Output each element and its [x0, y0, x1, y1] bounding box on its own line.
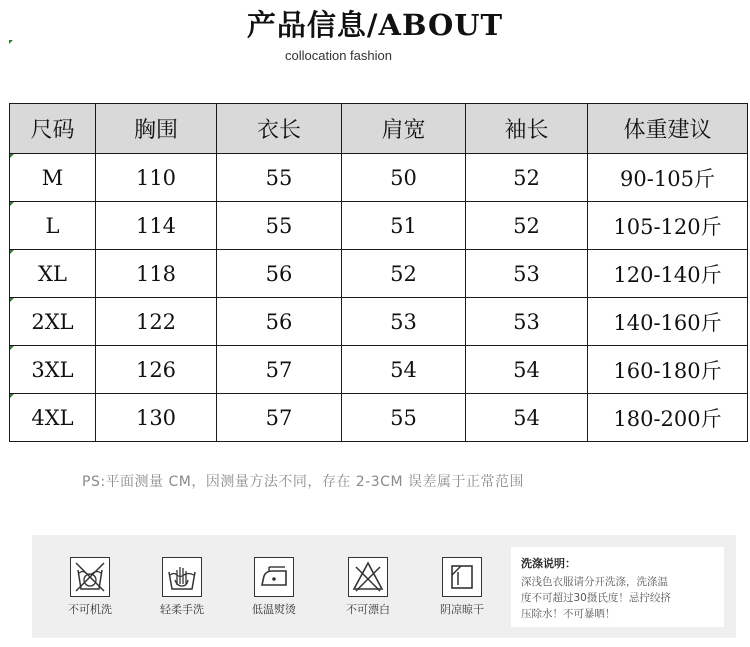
table-row	[10, 250, 748, 298]
care-item	[422, 557, 502, 617]
wash-instructions-title: 洗涤说明：	[521, 557, 576, 570]
measurement-note: PS:平面测量 CM，因测量方法不同，存在 2-3CM 误差属于正常范围	[82, 474, 524, 490]
care-label: 低温熨烫	[252, 603, 296, 616]
care-label: 不可漂白	[346, 603, 390, 616]
shade-dry-icon	[442, 557, 482, 597]
column-header-weight: 体重建议	[588, 104, 748, 154]
table-row	[10, 202, 748, 250]
table-cell: 180-200斤	[588, 394, 748, 442]
table-cell: 3XL	[10, 346, 96, 394]
table-cell: 114	[96, 202, 217, 250]
table-cell: 56	[217, 298, 342, 346]
care-label: 轻柔手洗	[160, 603, 204, 616]
table-cell: 52	[466, 202, 588, 250]
wash-instructions-line: 深浅色衣服请分开洗涤，洗涤温	[521, 576, 668, 588]
column-header-size: 尺码	[10, 104, 96, 154]
table-cell: 120-140斤	[588, 250, 748, 298]
care-item	[328, 557, 408, 617]
table-cell: 53	[466, 298, 588, 346]
page-title: 产品信息/ABOUT	[246, 8, 504, 42]
table-cell: 55	[342, 394, 466, 442]
row-corner-mark	[10, 394, 14, 398]
table-cell: 50	[342, 154, 466, 202]
table-cell: 118	[96, 250, 217, 298]
care-label: 阴凉晾干	[440, 603, 484, 616]
care-label: 不可机洗	[68, 603, 112, 616]
wash-instructions-line: 压除水！不可暴晒！	[521, 608, 616, 620]
column-header-shoulder: 肩宽	[342, 104, 466, 154]
wash-instructions-line: 度不可超过30摄氏度！忌拧绞挤	[521, 592, 671, 604]
care-item	[142, 557, 222, 617]
row-corner-mark	[10, 154, 14, 158]
row-corner-mark	[10, 298, 14, 302]
table-cell: M	[10, 154, 96, 202]
table-cell: 110	[96, 154, 217, 202]
care-item	[234, 557, 314, 617]
table-row	[10, 298, 748, 346]
column-header-sleeve: 袖长	[466, 104, 588, 154]
column-header-chest: 胸围	[96, 104, 217, 154]
page-subtitle: collocation fashion	[285, 48, 392, 63]
table-cell: XL	[10, 250, 96, 298]
table-cell: 53	[342, 298, 466, 346]
size-table	[9, 103, 748, 442]
care-item	[50, 557, 130, 617]
table-cell: 126	[96, 346, 217, 394]
row-corner-mark	[10, 346, 14, 350]
no-bleach-icon	[348, 557, 388, 597]
table-row	[10, 346, 748, 394]
table-row	[10, 154, 748, 202]
table-cell: 56	[217, 250, 342, 298]
table-cell: 54	[466, 346, 588, 394]
table-cell: 160-180斤	[588, 346, 748, 394]
table-cell: 54	[342, 346, 466, 394]
table-cell: 54	[466, 394, 588, 442]
table-cell: 57	[217, 346, 342, 394]
table-cell: L	[10, 202, 96, 250]
low-iron-icon	[254, 557, 294, 597]
care-panel	[32, 535, 736, 638]
table-cell: 55	[217, 202, 342, 250]
no-machine-wash-icon	[70, 557, 110, 597]
hand-wash-icon	[162, 557, 202, 597]
table-cell: 122	[96, 298, 217, 346]
table-cell: 90-105斤	[588, 154, 748, 202]
table-cell: 55	[217, 154, 342, 202]
table-header-row	[10, 104, 748, 154]
table-cell: 4XL	[10, 394, 96, 442]
table-cell: 53	[466, 250, 588, 298]
table-cell: 2XL	[10, 298, 96, 346]
table-cell: 52	[342, 250, 466, 298]
table-cell: 105-120斤	[588, 202, 748, 250]
table-cell: 52	[466, 154, 588, 202]
table-cell: 57	[217, 394, 342, 442]
table-row	[10, 394, 748, 442]
row-corner-mark	[10, 250, 14, 254]
row-corner-mark	[10, 202, 14, 206]
table-cell: 140-160斤	[588, 298, 748, 346]
table-cell: 130	[96, 394, 217, 442]
corner-mark	[9, 40, 13, 44]
table-cell: 51	[342, 202, 466, 250]
wash-instructions	[511, 547, 724, 627]
column-header-length: 衣长	[217, 104, 342, 154]
